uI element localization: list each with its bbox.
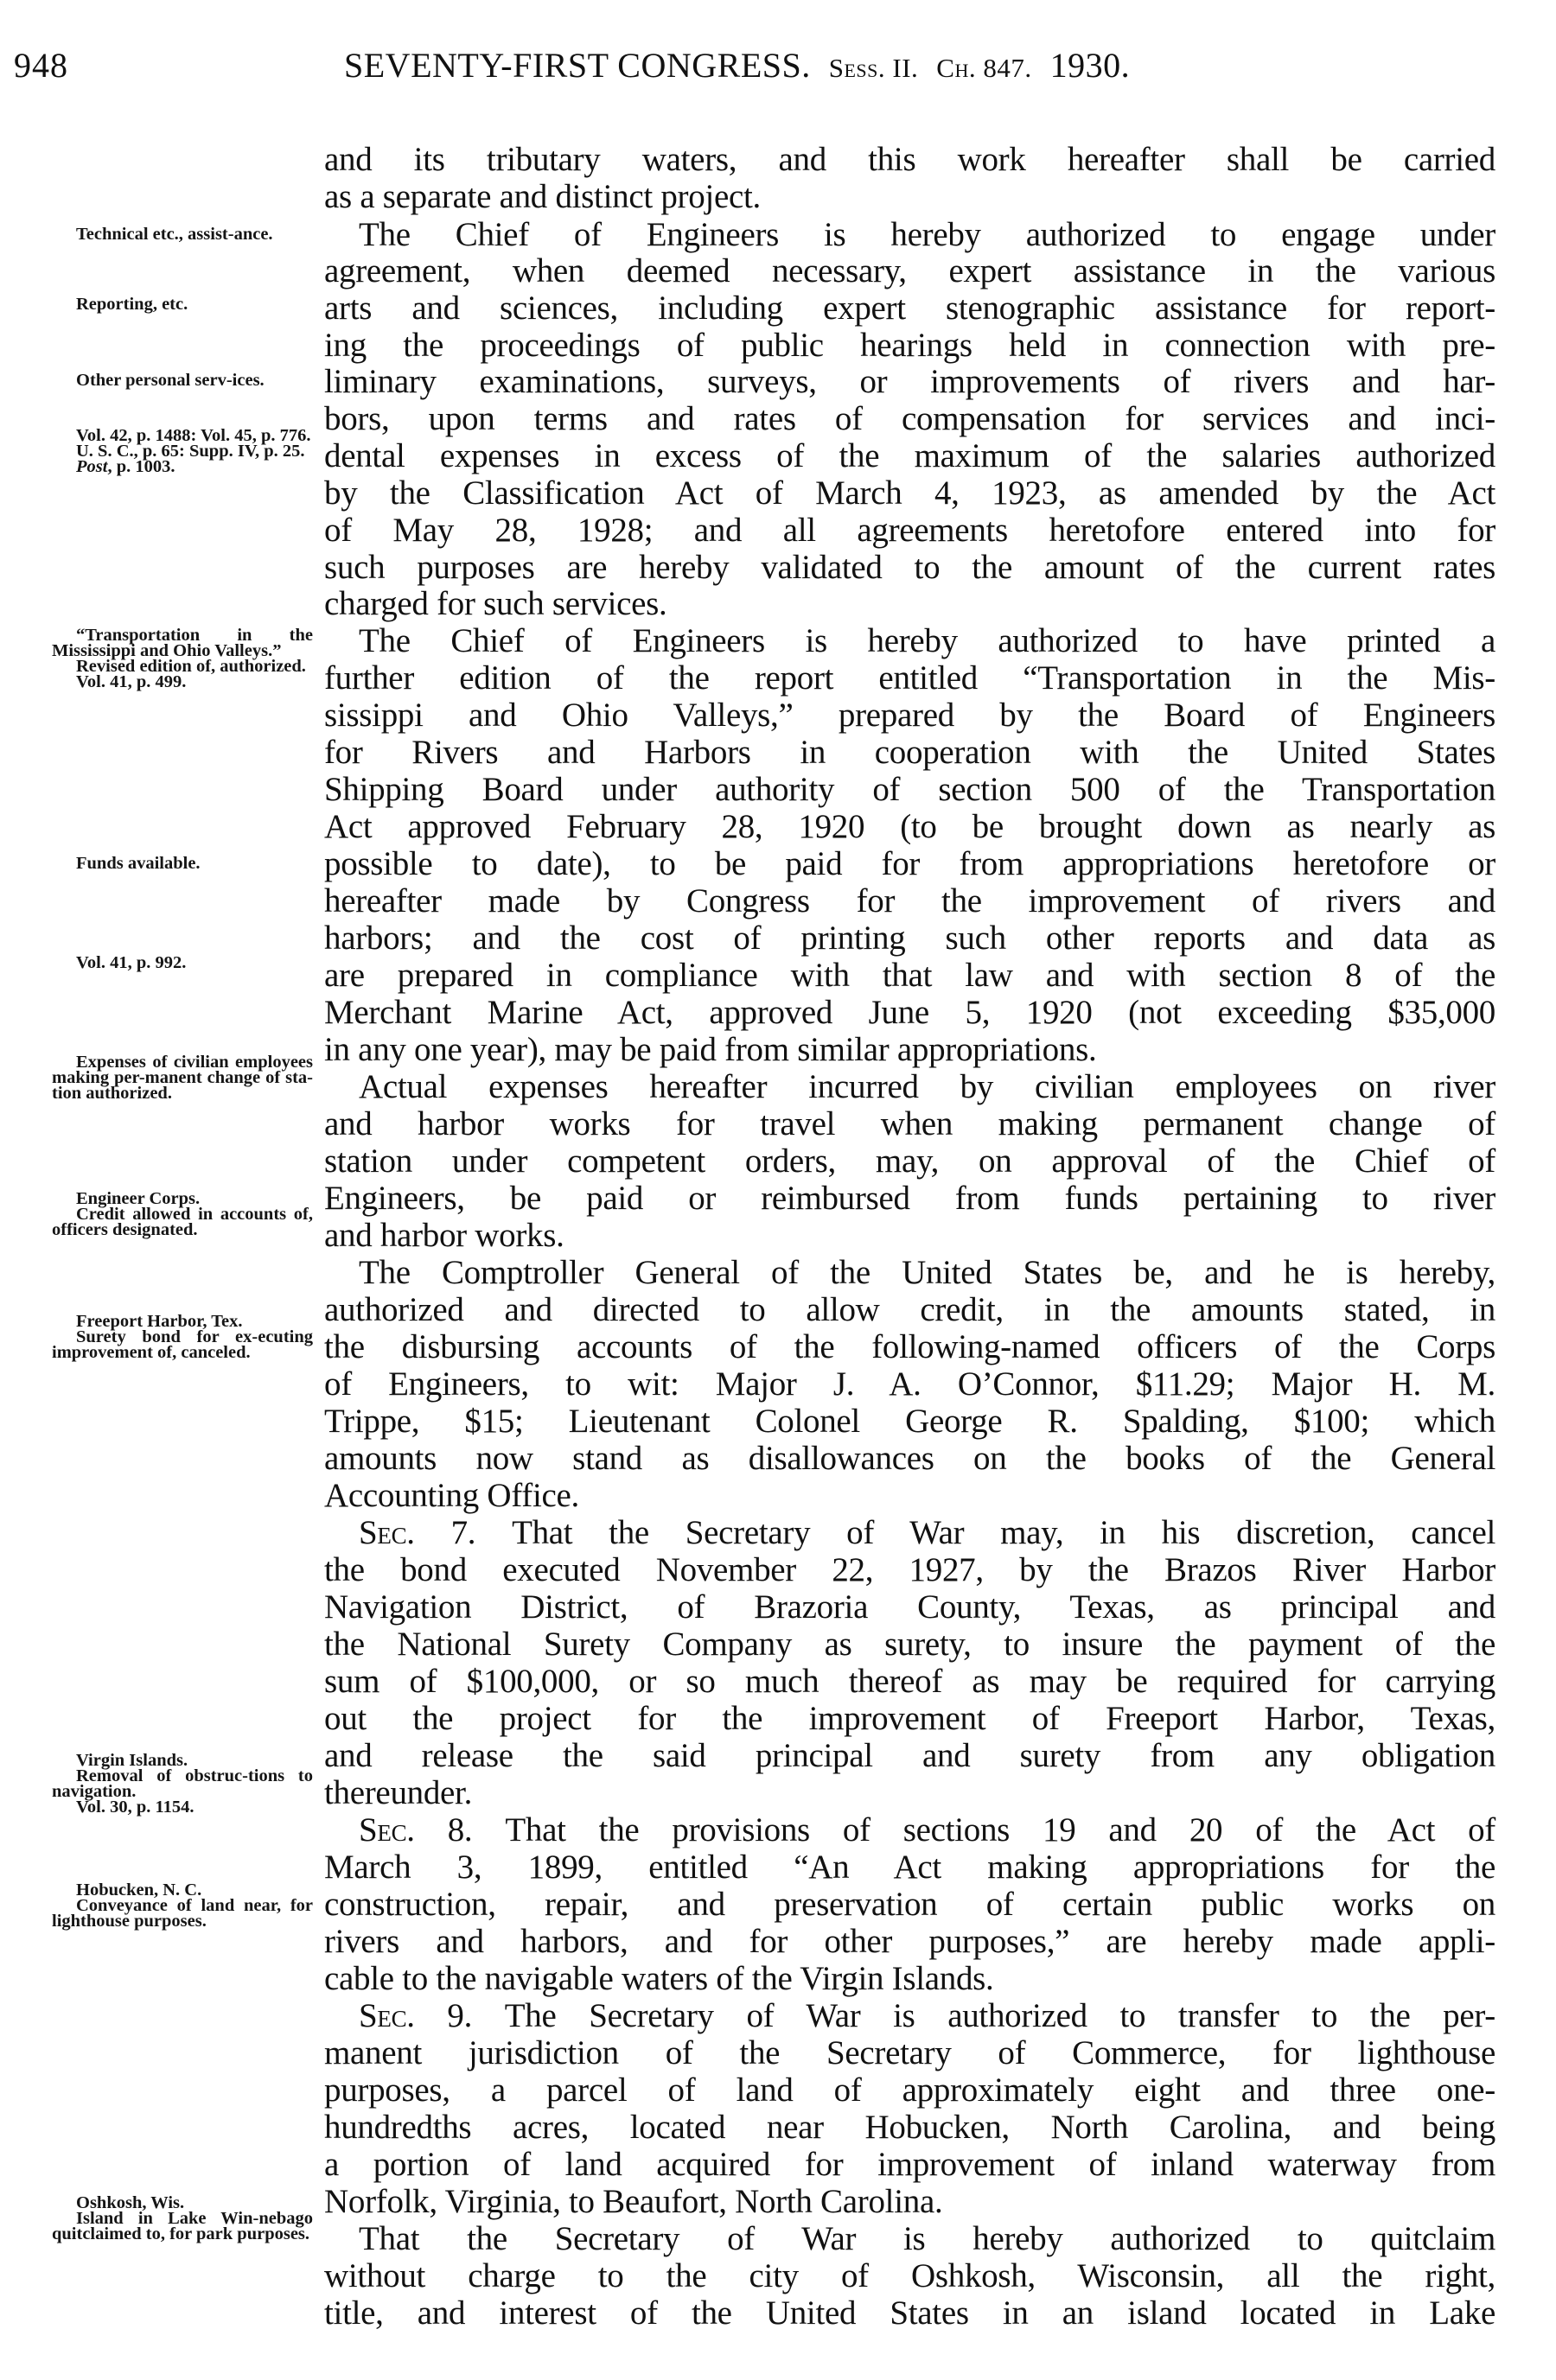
running-header [0, 45, 1556, 97]
body-line [324, 474, 1495, 512]
margin-note-line: Vol. 41, p. 992. [76, 953, 187, 972]
margin-note-virgin-islands [52, 1753, 313, 1815]
body-line-text: The Chief of Engineers is hereby authorized to engage under [359, 216, 1495, 253]
body-line-text: title, and interest of the United States in an island located in Lake [324, 2294, 1495, 2332]
body-line [324, 2034, 1495, 2071]
body-line [324, 1291, 1495, 1328]
page-number: 948 [14, 46, 68, 85]
body-line [324, 1923, 1495, 1960]
margin-note-expenses [52, 1054, 313, 1101]
margin-note-line: Vol. 42, p. 1488: Vol. 45, p. 776. [76, 426, 311, 445]
body-line-text: Navigation District, of Brazoria County, Texas, as principal and [324, 1588, 1495, 1626]
margin-note-line: Other personal serv-ices. [76, 371, 265, 390]
body-line-text: arts and sciences, including expert stenographic assistance for report- [324, 290, 1495, 327]
body-line [324, 400, 1495, 437]
margin-note-line: Oshkosh, Wis. [76, 2193, 185, 2212]
margin-note-engineer-corps [52, 1191, 313, 1238]
margin-note-reporting [52, 296, 313, 312]
body-line-text: ing the proceedings of public hearings held in connection with pre- [324, 327, 1495, 364]
body-line-text: the National Surety Company as surety, to insure the payment of the [324, 1626, 1495, 1663]
body-line [324, 363, 1495, 400]
body-line-text: The Comptroller General of the United States be, and he is hereby, [359, 1254, 1495, 1291]
margin-note-line: Credit allowed in accounts of, officers designated. [52, 1205, 313, 1239]
body-line [324, 2109, 1495, 2146]
body-line [324, 1700, 1495, 1737]
body-line [324, 1217, 1495, 1254]
margin-note-vol41-992 [52, 955, 313, 970]
body-line [324, 216, 1495, 253]
body-line-text: Accounting Office. [324, 1477, 579, 1514]
body-line [324, 2220, 1495, 2257]
body-line-text: by the Classification Act of March 4, 1923, as amended by the Act [324, 474, 1495, 512]
margin-note-freeport [52, 1314, 313, 1360]
margin-note-line: Virgin Islands. [76, 1751, 188, 1770]
margin-note-line: Technical etc., assist-ance. [76, 225, 273, 244]
body-line-text: the bond executed November 22, 1927, by the Brazos River Harbor [324, 1551, 1495, 1588]
body-line [324, 1068, 1495, 1105]
body-line-text: and harbor works for travel when making permanent change of [324, 1105, 1495, 1142]
margin-note-line: “Transportation in the Mississippi and Ohio Valleys.” [52, 626, 313, 660]
body-line [324, 1031, 1495, 1068]
body-line-text: charged for such services. [324, 585, 667, 622]
body-line-text: harbors; and the cost of printing such other reports and data as [324, 920, 1495, 957]
body-line-text: rivers and harbors, and for other purposes,” are hereby made appli- [324, 1923, 1495, 1960]
margin-note-vol42 [52, 428, 313, 474]
margin-note-line: Hobucken, N. C. [76, 1880, 202, 1900]
body-line-text: liminary examinations, surveys, or improvements of rivers and har- [324, 363, 1495, 400]
body-line [324, 1737, 1495, 1774]
body-line-text: hundredths acres, located near Hobucken, North Carolina, and being [324, 2109, 1495, 2146]
body-line [324, 252, 1495, 290]
body-line-text: authorized and directed to allow credit, in the amounts stated, in [324, 1291, 1495, 1328]
margin-note-transportation [52, 627, 313, 690]
body-line [324, 2294, 1495, 2332]
margin-note-other-personal [52, 372, 313, 388]
margin-note-line: Reporting, etc. [76, 295, 188, 314]
body-line [324, 1477, 1495, 1514]
margin-note-line: Removal of obstruc-tions to navigation. [52, 1766, 313, 1801]
body-line [324, 1997, 1495, 2034]
body-line-text: for Rivers and Harbors in cooperation with the United States [324, 734, 1495, 771]
body-line [324, 1254, 1495, 1291]
body-line [324, 1626, 1495, 1663]
body-line [324, 2183, 1495, 2220]
body-line-text: without charge to the city of Oshkosh, Wisconsin, all the right, [324, 2257, 1495, 2294]
margin-note-line: Revised edition of, authorized. [76, 657, 306, 676]
body-line-text: That the provisions of sections 19 and 20 of the Act of [505, 1811, 1495, 1849]
post-ref: , p. 1003. [107, 457, 175, 476]
margin-note-hobucken [52, 1882, 313, 1929]
body-line [324, 697, 1495, 734]
body-line-text: construction, repair, and preservation of certain public works on [324, 1886, 1495, 1923]
body-line-text: station under competent orders, may, on approval of the Chief of [324, 1142, 1495, 1180]
body-line [324, 1774, 1495, 1811]
body-line-text: further edition of the report entitled “Transportation in the Mis- [324, 659, 1495, 697]
margin-note-line: Engineer Corps. [76, 1189, 201, 1208]
body-line-text: The Chief of Engineers is hereby authorized to have printed a [359, 622, 1495, 659]
running-head [344, 45, 1130, 86]
post-italic: Post [76, 457, 108, 476]
body-line-text: Act approved February 28, 1920 (to be brought down as nearly as [324, 808, 1495, 845]
body-line [324, 1142, 1495, 1180]
body-line [324, 1180, 1495, 1217]
body-line-text: hereafter made by Congress for the improvement of rivers and [324, 882, 1495, 920]
body-line-text: manent jurisdiction of the Secretary of Commerce, for lighthouse [324, 2034, 1495, 2071]
body-line-text: That the Secretary of War may, in his discretion, cancel [512, 1514, 1495, 1551]
year-label: 1930. [1049, 46, 1131, 85]
margin-note-technical [52, 226, 313, 242]
section-label: Sec. 7. [359, 1514, 513, 1551]
body-line-text: The Secretary of War is authorized to transfer to the per- [504, 1997, 1495, 2034]
body-line-text: possible to date), to be paid for from appropriations heretofore or [324, 845, 1495, 882]
body-line-text: of May 28, 1928; and all agreements heretofore entered into for [324, 512, 1495, 549]
margin-note-line: Vol. 30, p. 1154. [76, 1798, 194, 1817]
body-line [324, 549, 1495, 586]
session-label: Sess. II. [828, 53, 919, 83]
body-line-text: sissippi and Ohio Valleys,” prepared by the Board of Engineers [324, 697, 1495, 734]
body-line-text: as a separate and distinct project. [324, 178, 761, 215]
body-line-text: March 3, 1899, entitled “An Act making appropriations for the [324, 1849, 1495, 1886]
body-line [324, 1514, 1495, 1551]
body-line [324, 437, 1495, 474]
body-line-text: in any one year), may be paid from similar appropriations. [324, 1031, 1097, 1068]
body-line [324, 1105, 1495, 1142]
margin-note-funds [52, 856, 313, 871]
body-line-text: a portion of land acquired for improvement of inland waterway from [324, 2146, 1495, 2183]
body-line [324, 585, 1495, 622]
body-line [324, 808, 1495, 845]
body-line [324, 1886, 1495, 1923]
chapter-label: Ch. 847. [936, 53, 1032, 83]
section-label: Sec. 9. [359, 1997, 505, 2034]
body-line-text: Actual expenses hereafter incurred by civilian employees on river [359, 1068, 1495, 1105]
body-line-text: Norfolk, Virginia, to Beaufort, North Carolina. [324, 2183, 943, 2220]
body-line [324, 512, 1495, 549]
body-line-text: amounts now stand as disallowances on the books of the General [324, 1440, 1495, 1477]
body-line-text: are prepared in compliance with that law and with section 8 of the [324, 957, 1495, 994]
body-line-text: bors, upon terms and rates of compensation for services and inci- [324, 400, 1495, 437]
body-line-text: the disbursing accounts of the following-named officers of the Corps [324, 1328, 1495, 1365]
body-line [324, 659, 1495, 697]
body-line-text: out the project for the improvement of Freeport Harbor, Texas, [324, 1700, 1495, 1737]
body-line-text: Merchant Marine Act, approved June 5, 1920 (not exceeding $35,000 [324, 994, 1495, 1031]
body-line [324, 882, 1495, 920]
margin-note-line: Expenses of civilian employees making per-manent change of sta-tion authorized. [52, 1053, 313, 1103]
body-line-text: such purposes are hereby validated to the amount of the current rates [324, 549, 1495, 586]
margin-note-post-ref [52, 459, 313, 474]
body-line-text: sum of $100,000, or so much thereof as may be required for carrying [324, 1663, 1495, 1700]
body-line-text: and its tributary waters, and this work hereafter shall be carried [324, 141, 1495, 178]
margin-note-line: Conveyance of land near, for lighthouse purposes. [52, 1896, 313, 1931]
body-line [324, 1663, 1495, 1700]
body-line [324, 1328, 1495, 1365]
body-line [324, 994, 1495, 1031]
body-line-text: cable to the navigable waters of the Virgin Islands. [324, 1960, 994, 1997]
margin-note-line: Vol. 41, p. 499. [76, 672, 187, 691]
body-line-text: of Engineers, to wit: Major J. A. O’Connor, $11.29; Major H. M. [324, 1365, 1495, 1403]
body-line [324, 1440, 1495, 1477]
body-line [324, 1403, 1495, 1440]
body-line [324, 1588, 1495, 1626]
body-line [324, 1960, 1495, 1997]
margin-note-line: Island in Lake Win-nebago quitclaimed to, for park purposes. [52, 2209, 313, 2243]
body-line-text: Shipping Board under authority of section 500 of the Transportation [324, 771, 1495, 808]
body-line [324, 920, 1495, 957]
body-line-text: dental expenses in excess of the maximum of the salaries authorized [324, 437, 1495, 474]
body-line [324, 2146, 1495, 2183]
section-label: Sec. 8. [359, 1811, 506, 1849]
body-line-text: Engineers, be paid or reimbursed from funds pertaining to river [324, 1180, 1495, 1217]
body-line [324, 845, 1495, 882]
body-line [324, 622, 1495, 659]
body-line-text: That the Secretary of War is hereby authorized to quitclaim [359, 2220, 1495, 2257]
body-line-text: thereunder. [324, 1774, 473, 1811]
margin-note-line: Freeport Harbor, Tex. [76, 1312, 243, 1331]
body-line [324, 1551, 1495, 1588]
body-line [324, 2257, 1495, 2294]
margin-note-oshkosh [52, 2195, 313, 2242]
running-head-title: SEVENTY-FIRST CONGRESS. [344, 46, 811, 85]
body-line [324, 290, 1495, 327]
body-line [324, 1365, 1495, 1403]
body-line-text: agreement, when deemed necessary, expert assistance in the various [324, 252, 1495, 290]
body-line [324, 1849, 1495, 1886]
body-line-text: and release the said principal and surety from any obligation [324, 1737, 1495, 1774]
body-line-text: Trippe, $15; Lieutenant Colonel George R. Spalding, $100; which [324, 1403, 1495, 1440]
body-line [324, 957, 1495, 994]
body-line-text: and harbor works. [324, 1217, 564, 1254]
margin-note-line: Surety bond for ex-ecuting improvement of, canceled. [52, 1327, 313, 1362]
body-line [324, 734, 1495, 771]
margin-note-line: Funds available. [76, 854, 201, 873]
body-line [324, 771, 1495, 808]
body-line [324, 2071, 1495, 2109]
body-line [324, 1811, 1495, 1849]
body-line-text: purposes, a parcel of land of approximately eight and three one- [324, 2071, 1495, 2109]
body-line [324, 327, 1495, 364]
body-line [324, 141, 1495, 178]
margin-note-line: U. S. C., p. 65: Supp. IV, p. 25. [76, 442, 305, 461]
body-line [324, 178, 1495, 215]
